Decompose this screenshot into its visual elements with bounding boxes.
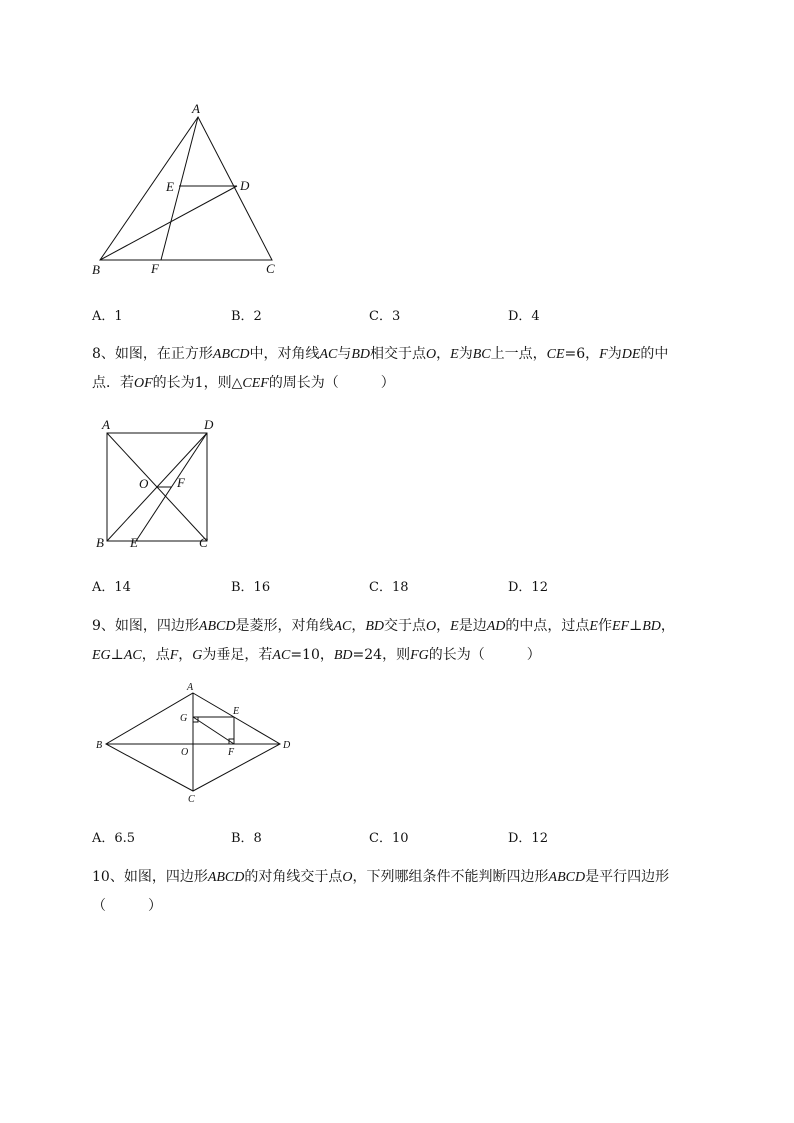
q7-option-b[interactable]: B．2 [231,309,262,324]
q9-option-b[interactable]: B．8 [231,831,262,846]
label-F: F [151,261,159,276]
label-C: C [188,794,195,805]
label-A: A [102,417,110,432]
question-9-line-1: 9、如图，四边形ABCD是菱形，对角线AC，BD交于点O，E是边AD的中点，过点E作EF⊥BD， [92,618,675,634]
label-B: B [96,535,104,550]
q8-option-c[interactable]: C．18 [369,580,409,595]
q7-option-d[interactable]: D．4 [508,309,540,324]
question-8-text [92,340,722,398]
segment-bd [100,186,237,260]
label-F: F [228,747,235,758]
question-10-line-2: （ ） [92,898,162,914]
segment-gf [193,717,234,744]
label-E: E [233,706,240,717]
q8-option-b[interactable]: B．16 [231,580,271,595]
label-D: D [240,178,250,193]
q7-option-c[interactable]: C．3 [369,309,401,324]
question-8-line-1: 8、如图，在正方形ABCD中，对角线AC与BD相交于点O，E为BC上一点，CE=6，F为DE的中 [92,346,669,362]
label-E: E [166,179,174,194]
label-C: C [266,261,275,276]
question-9-line-2: EG⊥AC，点F，G为垂足，若AC=10，BD=24，则FG的长为（ ） [92,647,541,663]
label-F: F [177,475,185,490]
q9-option-d[interactable]: D．12 [508,831,548,846]
label-D: D [283,740,291,751]
figure-rhombus-abcd [0,680,794,810]
label-O: O [139,476,149,491]
q7-option-a[interactable]: A．1 [92,309,123,324]
label-O: O [181,747,189,758]
label-E: E [130,535,138,550]
q8-option-d[interactable]: D．12 [508,580,548,595]
label-A: A [192,101,200,116]
question-8-line-2: 点．若OF的长为1，则△CEF的周长为（ ） [92,375,395,391]
question-10-line-1: 10、如图，四边形ABCD的对角线交于点O，下列哪组条件不能判断四边形ABCD是平行四边形 [92,869,670,885]
question-10-text [92,863,722,920]
label-C: C [199,535,208,550]
label-B: B [92,262,100,277]
label-G: G [180,713,188,724]
label-B: B [96,740,103,751]
q9-option-a[interactable]: A．6.5 [92,831,136,846]
figure-square-abcd [0,410,794,560]
q9-option-c[interactable]: C．10 [369,831,409,846]
label-A: A [187,682,194,693]
question-9-text [92,612,722,670]
q8-option-a[interactable]: A．14 [92,580,131,595]
label-D: D [204,417,214,432]
figure-triangle-abc [0,0,794,300]
